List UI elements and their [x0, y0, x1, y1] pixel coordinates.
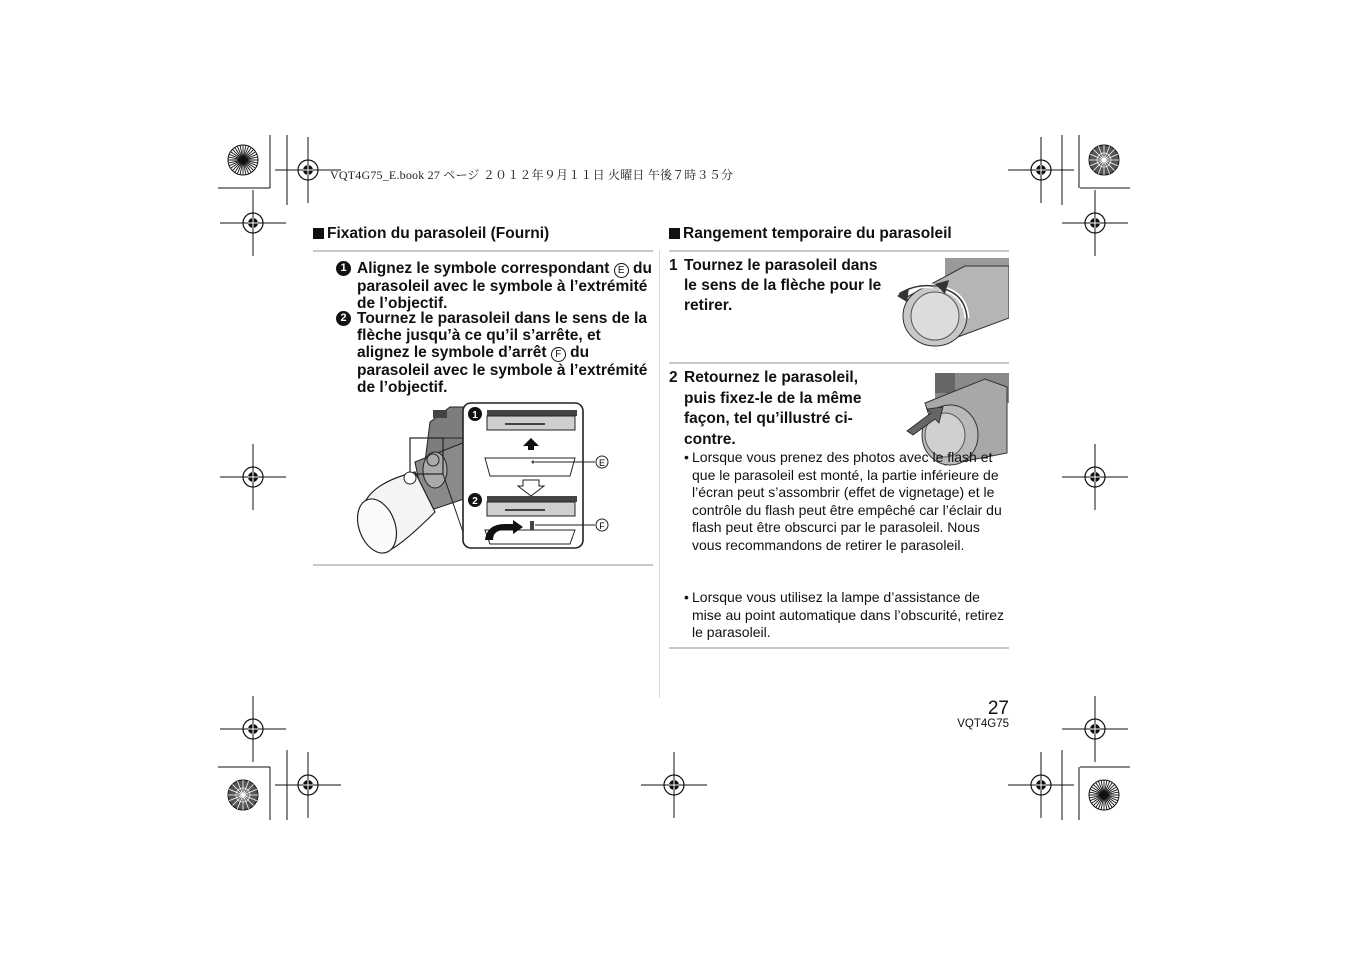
- symbol-e-icon: E: [614, 263, 629, 278]
- figure-label-e: E: [598, 458, 606, 468]
- left-step-2: 2 Tournez le parasoleil dans le sens de la flèche jusqu’à ce qu’il s’arrête, et alignez le symbole d’arrêt F du parasoleil avec le symbole à l’extrémité de l’objectif.: [357, 310, 657, 396]
- figure-label-f: F: [599, 521, 605, 531]
- right-note-2: [684, 589, 1010, 642]
- left-section-title: Fixation du parasoleil (Fourni): [313, 225, 549, 243]
- print-header: VQT4G75_E.book 27 ページ ２０１２年９月１１日 火曜日 午後７時３５分: [330, 168, 734, 182]
- page-number: 27: [987, 698, 1009, 719]
- right-section-title: Rangement temporaire du parasoleil: [669, 225, 952, 243]
- note-2-text: Lorsque vous utilisez la lampe d’assistance de mise au point automatique dans l’obscurité, retirez le parasoleil.: [692, 589, 1005, 641]
- column-divider: [659, 250, 660, 698]
- doc-code: VQT4G75: [957, 718, 1009, 730]
- right-bottom-rule: [669, 647, 1009, 649]
- hood-remove-figure: [895, 258, 1009, 350]
- figure-step-2-label: 2: [472, 496, 478, 507]
- left-bottom-rule: [313, 564, 653, 566]
- left-title-rule: [313, 250, 653, 252]
- right-note-1: [684, 449, 1010, 555]
- note-1-text: Lorsque vous prenez des photos avec le flash et que le parasoleil est monté, la partie inférieure de l’écran peut s’assombrir (effet de vignetage) et le contrôle du flash peut être empêché car l’éclair du flash peut être obscurci par le parasoleil. Nous vous recommandons de retirer le parasoleil.: [692, 449, 1002, 553]
- right-step-2-text: Retournez le parasoleil, puis fixez-le de la même façon, tel qu’illustré ci-contre.: [684, 369, 862, 448]
- step-2-marker: 2: [336, 311, 351, 326]
- bullet-icon: •: [684, 449, 689, 465]
- step-1-marker: 1: [336, 261, 351, 276]
- right-step-1-text: Tournez le parasoleil dans le sens de la flèche pour le retirer.: [684, 257, 882, 314]
- figure-step-1-label: 1: [472, 410, 478, 421]
- right-step-rule: [669, 362, 1009, 364]
- lens-hood-attach-figure: [355, 402, 615, 557]
- right-title-rule: [669, 250, 1009, 252]
- right-step-2-number: 2: [669, 369, 678, 386]
- right-step-1-number: 1: [669, 257, 678, 274]
- left-step-1: 1 Alignez le symbole correspondant E du parasoleil avec le symbole à l’extrémité de l’objectif.: [357, 260, 657, 312]
- symbol-f-icon: F: [551, 347, 566, 362]
- bullet-icon: •: [684, 589, 689, 605]
- square-bullet-icon: [669, 228, 680, 239]
- square-bullet-icon: [313, 228, 324, 239]
